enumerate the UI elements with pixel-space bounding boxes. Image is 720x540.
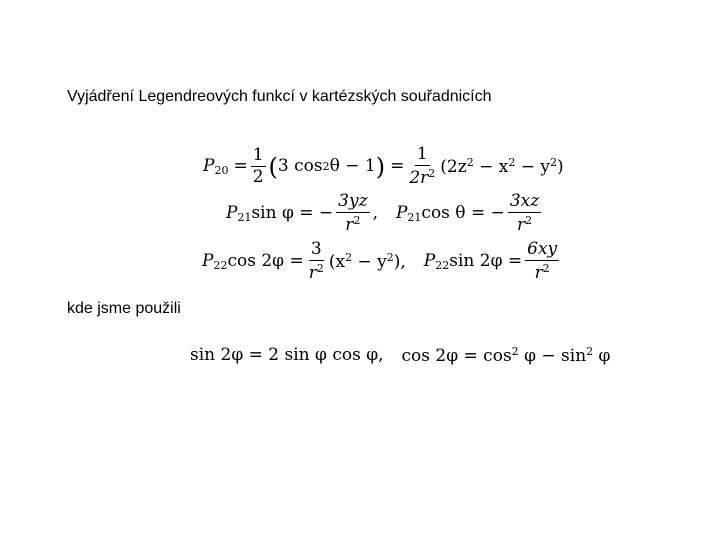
identity-right-c: φ [593,346,611,366]
equation-identities [190,346,610,365]
p21-right-den-sup: 2 [525,214,533,227]
p22-left-lhs: P [202,250,214,271]
p22-left-sub: 22 [213,258,228,272]
p21-left-func: sin φ = − [251,203,334,223]
p21-right-func: cos θ = − [421,203,505,223]
p20-rhs-x-sup: 2 [508,156,516,169]
p21-right-den: r [516,215,526,235]
subheading: kde jsme použili [67,300,181,317]
p22-left-den-sup: 2 [316,262,324,275]
p22-right-num: 6xy [527,239,558,259]
p22-left-rest-mid: − y [352,252,387,272]
identity-right-b: φ − sin [518,346,587,366]
p20-rhs-end: ) [557,157,564,177]
p20-term1: 3 cos [277,156,323,176]
p21-left-den: r [345,215,354,235]
p20-rhs-y-sup: 2 [550,156,557,169]
p22-left-func: cos 2φ = [227,251,304,271]
p22-left-num: 3 [310,239,322,259]
equation-p22 [202,241,562,282]
p20-frac1-num: 1 [252,145,264,165]
p22-left-rest-sup1: 2 [345,251,353,264]
p22-right-den: r [534,263,543,283]
p22-right-sub: 22 [435,258,450,272]
identity-left: sin 2φ = 2 sin φ cos φ, [190,345,384,365]
p22-left-rest-end: ), [393,252,406,272]
p21-left-den-sup: 2 [353,214,361,227]
p21-sep: , [372,203,378,223]
identity-right-b-sup: 2 [586,345,594,358]
p20-frac1-den: 2 [252,167,264,187]
p20-frac1 [251,147,266,186]
p21-right-lhs: P [395,202,408,223]
p20-frac2-den: 2r [409,168,429,188]
p22-right-frac [525,241,559,282]
p21-right-frac [508,193,541,234]
p22-left-rest: (x [328,252,346,272]
p20-frac2-num: 1 [416,144,428,164]
equation-p20 [203,146,564,187]
p20-rhs-mid: − x [473,157,509,177]
p20-rhs: (2z [440,157,467,177]
identity-right-a: cos 2φ = cos [401,346,512,366]
p20-lhs-sub: 20 [214,163,229,177]
p20-term1-sup: 2 [322,160,330,173]
p22-left-rest-sup2: 2 [386,251,394,264]
p21-left-frac [336,193,369,234]
p22-left-den: r [308,263,317,283]
identity-right-a-sup: 2 [511,345,519,358]
p20-eq2: = [390,156,405,176]
p20-term1-rest: θ − 1 [329,156,376,176]
p20-paren-open: ( [268,152,278,181]
p20-rhs-z-sup: 2 [466,156,474,169]
p20-frac2-den-sup: 2 [428,167,436,180]
p20-rhs-mid2: − y [515,157,550,177]
p21-left-sub: 21 [237,210,252,224]
p21-left-num: 3yz [338,191,368,211]
p20-frac2 [407,146,437,187]
p22-right-lhs: P [423,250,436,271]
p20-eq: = [233,156,248,176]
equation-p21 [226,193,544,234]
p21-right-num: 3xz [509,191,540,211]
p21-right-sub: 21 [407,210,422,224]
heading: Vyjádření Legendreových funkcí v kartézských souřadnicích [67,88,492,105]
p21-left-lhs: P [226,202,238,223]
p22-right-den-sup: 2 [542,262,550,275]
p22-right-func: sin 2φ = [449,251,523,271]
p22-left-frac [307,241,326,282]
p20-paren-close: ) [375,152,386,181]
p20-lhs: P [203,155,215,176]
